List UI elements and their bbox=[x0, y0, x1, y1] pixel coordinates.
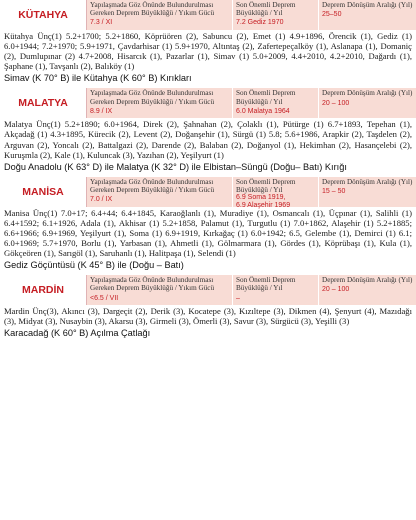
manisa-last-cell bbox=[233, 177, 319, 210]
malatya-header bbox=[0, 88, 416, 118]
manisa-design-cell bbox=[87, 177, 233, 207]
malatya-text: Malatya Ünç(1) 5.2+1890; 6.0+1964, Direk (2), Şahnahan (2), Çolaklı (1), Pütürge (1) 6.7+1893, Tepehan (1), Akçadağ (1) 4.3+1895, Kürecik (2), Levent (2), Doğanşehir (1), Sürgü (1) 5.8; 5.6+1986, Arapkir (2), Taşdelen (2), Arguvan (2), Yoncalı (2), Battalgazi (2), Darende (2), Balaban (2), Doğanyol (1), Hekimhan (2), Hasançelebi (2), Kuruşmla (2), Kale (1), Kuluncak (3), Yazıhan (2), Yeşilyurt (1) bbox=[4, 119, 412, 160]
mardin-subtitle: Karacadağ (K 60° B) Açılma Çatlağı bbox=[4, 328, 151, 339]
manisa-last-value-2: 6.9 Alaşehir 1969 bbox=[236, 202, 291, 210]
mardin-header bbox=[0, 275, 416, 305]
kutahya-design-value: 7.3 / XI bbox=[90, 19, 113, 27]
mardin-period-value: 20 – 100 bbox=[322, 286, 350, 294]
manisa-text: Manisa Ünç(1) 7.0+17; 6.4+44; 6.4+1845, Karaoğlanlı (1), Muradiye (1), Osmancalı (1), Üçpınar (1), Salihli (1) 6.4+1592; 6.1+1926, Adala (1), Akhisar (1) 5.2+1858, Palamut (1), Turgutlu (1) 7.0+1862, Alaşehir (1) 5.2+1885; 6.6+1966; 6.9+1969, Yeşilyurt (1), Soma (1) 6.9+1919, Kırkağaç (1) 6.0+1942; 6.5, Gelembe (1), Demirci (1) 6.1; 6.0+1969; 5.7+1970, Borlu (1), Yarbasan (1), Ahmetli (1), Gölmarmara (1), Gördes (1), Köprübaşı (1), Kula (1), Gökçeören (1), Sarıgöl (1), Saruhanlı (1), Halitpaşa (1), Selendi (1) bbox=[4, 207, 412, 259]
manisa-period-cell bbox=[319, 177, 416, 207]
manisa-period-value: 15 – 50 bbox=[322, 187, 346, 195]
malatya-last-cell bbox=[233, 88, 319, 118]
kutahya-period-value: 25–50 bbox=[322, 11, 342, 19]
kutahya-last-value: 7.2 Gediz 1970 bbox=[236, 19, 284, 27]
mardin-last-cell bbox=[233, 275, 319, 305]
kutahya-design-cell bbox=[87, 0, 233, 30]
period-label: Deprem Dönüşüm Aralığı (Yıl) bbox=[322, 89, 413, 98]
malatya-last-value: 6.0 Malatya 1964 bbox=[236, 107, 290, 115]
malatya-city-name: MALATYA bbox=[0, 88, 87, 118]
manisa-subtitle: Gediz Göçüntüsü (K 45° B) ile (Doğu – Batı) bbox=[4, 260, 184, 271]
manisa-city-name: MANİSA bbox=[0, 177, 87, 207]
kutahya-subtitle: Simav (K 70° B) ile Kütahya (K 60° B) Kırıkları bbox=[4, 73, 192, 84]
last-label: Son Önemli Deprem Büyüklüğü / Yıl bbox=[236, 276, 296, 293]
kutahya-header bbox=[0, 0, 416, 30]
design-label: Yapılaşmada Göz Önünde Bulundurulması Gereken Deprem Büyüklüğü / Yıkım Gücü bbox=[90, 177, 215, 194]
section-mardin bbox=[0, 275, 416, 343]
mardin-last-value: – bbox=[236, 294, 240, 302]
mardin-period-cell bbox=[319, 275, 416, 305]
design-label: Yapılaşmada Göz Önünde Bulundurulması Gereken Deprem Büyüklüğü / Yıkım Gücü bbox=[90, 1, 215, 18]
kutahya-last-cell bbox=[233, 0, 319, 30]
kutahya-period-cell bbox=[319, 0, 416, 30]
manisa-header bbox=[0, 177, 416, 210]
section-malatya bbox=[0, 88, 416, 176]
period-label: Deprem Dönüşüm Aralığı (Yıl) bbox=[322, 177, 413, 186]
malatya-design-cell bbox=[87, 88, 233, 118]
malatya-subtitle: Doğu Anadolu (K 63° D) ile Malatya (K 32° D) ile Elbistan–Süngü (Doğu– Batı) Kırığı bbox=[4, 161, 347, 172]
last-label: Son Önemli Deprem Büyüklüğü / Yıl bbox=[236, 177, 296, 194]
malatya-period-cell bbox=[319, 88, 416, 118]
malatya-period-value: 20 – 100 bbox=[322, 99, 350, 107]
mardin-design-value: <6.5 / VII bbox=[90, 294, 119, 302]
mardin-design-cell bbox=[87, 275, 233, 305]
mardin-text: Mardin Ünç(3), Akıncı (3), Dargeçit (2), Derik (3), Kocatepe (3), Kızıltepe (3), Dikmen (4), Şenyurt (4), Mazıdağı (3), Midyat (3), Nusaybin (3), Akarsu (3), Girmeli (3), Ömerli (3), Savur (3), Sürgücü (3), Yeşilli (3) bbox=[4, 306, 412, 327]
mardin-city-name: MARDİN bbox=[0, 275, 87, 305]
section-kutahya bbox=[0, 0, 416, 88]
design-label: Yapılaşmada Göz Önünde Bulundurulması Gereken Deprem Büyüklüğü / Yıkım Gücü bbox=[90, 276, 215, 293]
malatya-design-value: 8.9 / IX bbox=[90, 107, 113, 115]
last-label: Son Önemli Deprem Büyüklüğü / Yıl bbox=[236, 89, 296, 106]
manisa-design-value: 7.0 / IX bbox=[90, 196, 113, 204]
design-label: Yapılaşmada Göz Önünde Bulundurulması Gereken Deprem Büyüklüğü / Yıkım Gücü bbox=[90, 89, 215, 106]
period-label: Deprem Dönüşüm Aralığı (Yıl) bbox=[322, 1, 413, 9]
period-label: Deprem Dönüşüm Aralığı (Yıl) bbox=[322, 276, 413, 285]
kutahya-text: Kütahya Ünç(1) 5.2+1700; 5.2+1860, Köprüören (2), Sabuncu (2), Emet (1) 4.9+1896, Örencik (1), Gediz (1) 6.0+1944; 7.2+1970; 5.9+1971, Çavdarhisar (1) 5.9+1970, Altıntaş (2), Zafertepeçalköy (1), Aslanapa (1), Domaniç (2), Dumlupınar (2) 4.7+2008, Hisarcık (1), Pazarlar (1), Simav (1) 5.0+2009, 4.4+2010, 4.2+2010, Dağardı (1), Şaphane (1), Tavşanlı (2), Balıköy (1) bbox=[4, 31, 412, 72]
manisa-last-value-1: 6.9 Soma 1919, bbox=[236, 194, 286, 202]
section-manisa bbox=[0, 177, 416, 275]
last-label: Son Önemli Deprem Büyüklüğü / Yıl bbox=[236, 1, 296, 18]
kutahya-city-name: KÜTAHYA bbox=[0, 0, 87, 30]
